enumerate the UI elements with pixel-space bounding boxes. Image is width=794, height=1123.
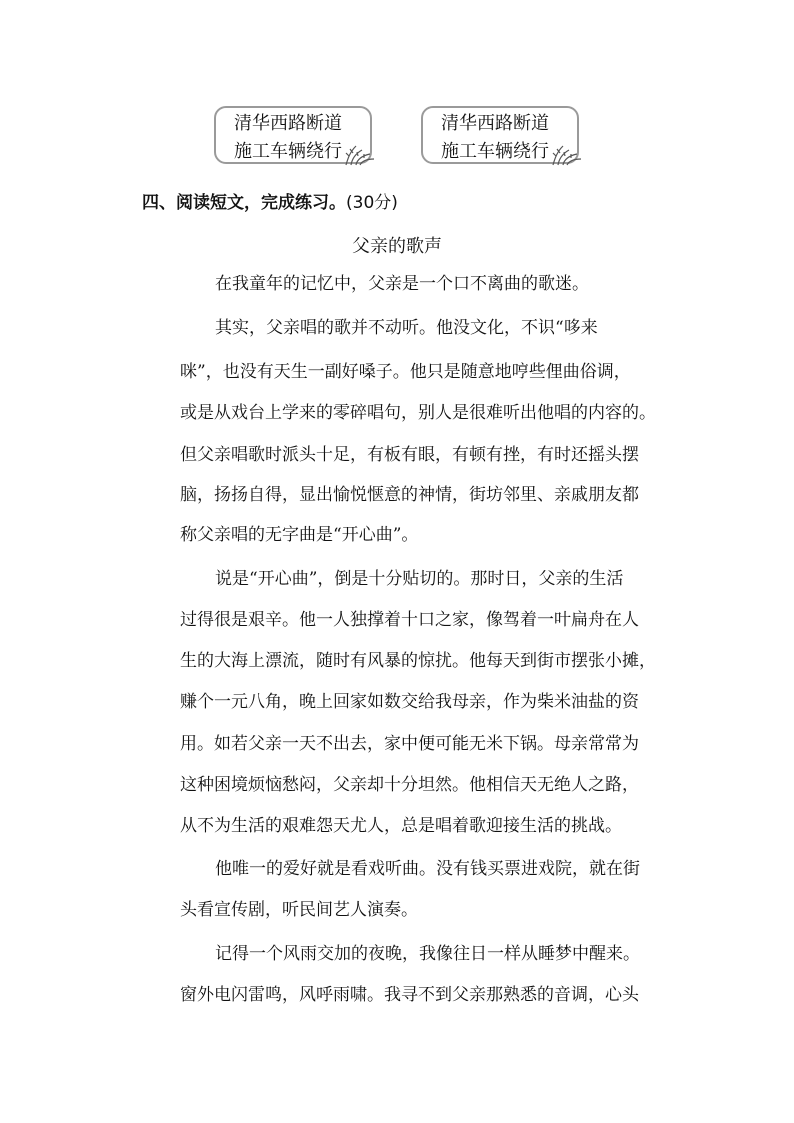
article-line: 生的大海上漂流，随时有风暴的惊扰。他每天到街市摆张小摊，: [180, 651, 656, 671]
road-sign-right: [421, 106, 579, 164]
sign-line-2: 施工车辆绕行: [234, 141, 342, 162]
section-heading-text: 四、阅读短文，完成练习。: [142, 193, 346, 213]
article-line: 咪”，也没有天生一副好嗓子。他只是随意地哼些俚曲俗调，: [180, 362, 631, 382]
article-line: 记得一个风雨交加的夜晚，我像往日一样从睡梦中醒来。: [215, 944, 640, 964]
article-line: 他唯一的爱好就是看戏听曲。没有钱买票进戏院，就在街: [215, 859, 640, 879]
article-line: 赚个一元八角，晚上回家如数交给我母亲，作为柴米油盐的资: [180, 692, 639, 712]
section-score: (30分): [346, 193, 398, 213]
grass-icon: [549, 142, 583, 166]
sign-line-1: 清华西路断道: [441, 113, 549, 134]
article-line: 用。如若父亲一天不出去，家中便可能无米下锅。母亲常常为: [180, 734, 639, 754]
sign-line-2: 施工车辆绕行: [441, 141, 549, 162]
article-line: 在我童年的记忆中，父亲是一个口不离曲的歌迷。: [215, 274, 589, 294]
article-line: 窗外电闪雷鸣，风呼雨啸。我寻不到父亲那熟悉的音调，心头: [180, 985, 639, 1005]
section-heading: [142, 188, 398, 213]
article-line: 头看宣传剧，听民间艺人演奏。: [180, 900, 418, 920]
sign-line-1: 清华西路断道: [234, 113, 342, 134]
article-line: 但父亲唱歌时派头十足，有板有眼，有顿有挫，有时还摇头摆: [180, 445, 639, 465]
road-sign-left: [214, 106, 372, 164]
article-line: 从不为生活的艰难怨天尤人，总是唱着歌迎接生活的挑战。: [180, 816, 622, 836]
article-line: 其实，父亲唱的歌并不动听。他没文化，不识“哆来: [215, 318, 598, 338]
article-line: 称父亲唱的无字曲是“开心曲”。: [180, 525, 419, 545]
article-line: 或是从戏台上学来的零碎唱句，别人是很难听出他唱的内容的。: [180, 403, 656, 423]
article-title: 父亲的歌声: [352, 236, 442, 257]
article-line: 这种困境烦恼愁闷，父亲却十分坦然。他相信天无绝人之路，: [180, 775, 639, 795]
article-line: 过得很是艰辛。他一人独撑着十口之家，像驾着一叶扁舟在人: [180, 610, 639, 630]
grass-icon: [342, 142, 376, 166]
article-line: 说是“开心曲”，倒是十分贴切的。那时日，父亲的生活: [215, 569, 624, 589]
article-line: 脑，扬扬自得，显出愉悦惬意的神情，街坊邻里、亲戚朋友都: [180, 485, 639, 505]
